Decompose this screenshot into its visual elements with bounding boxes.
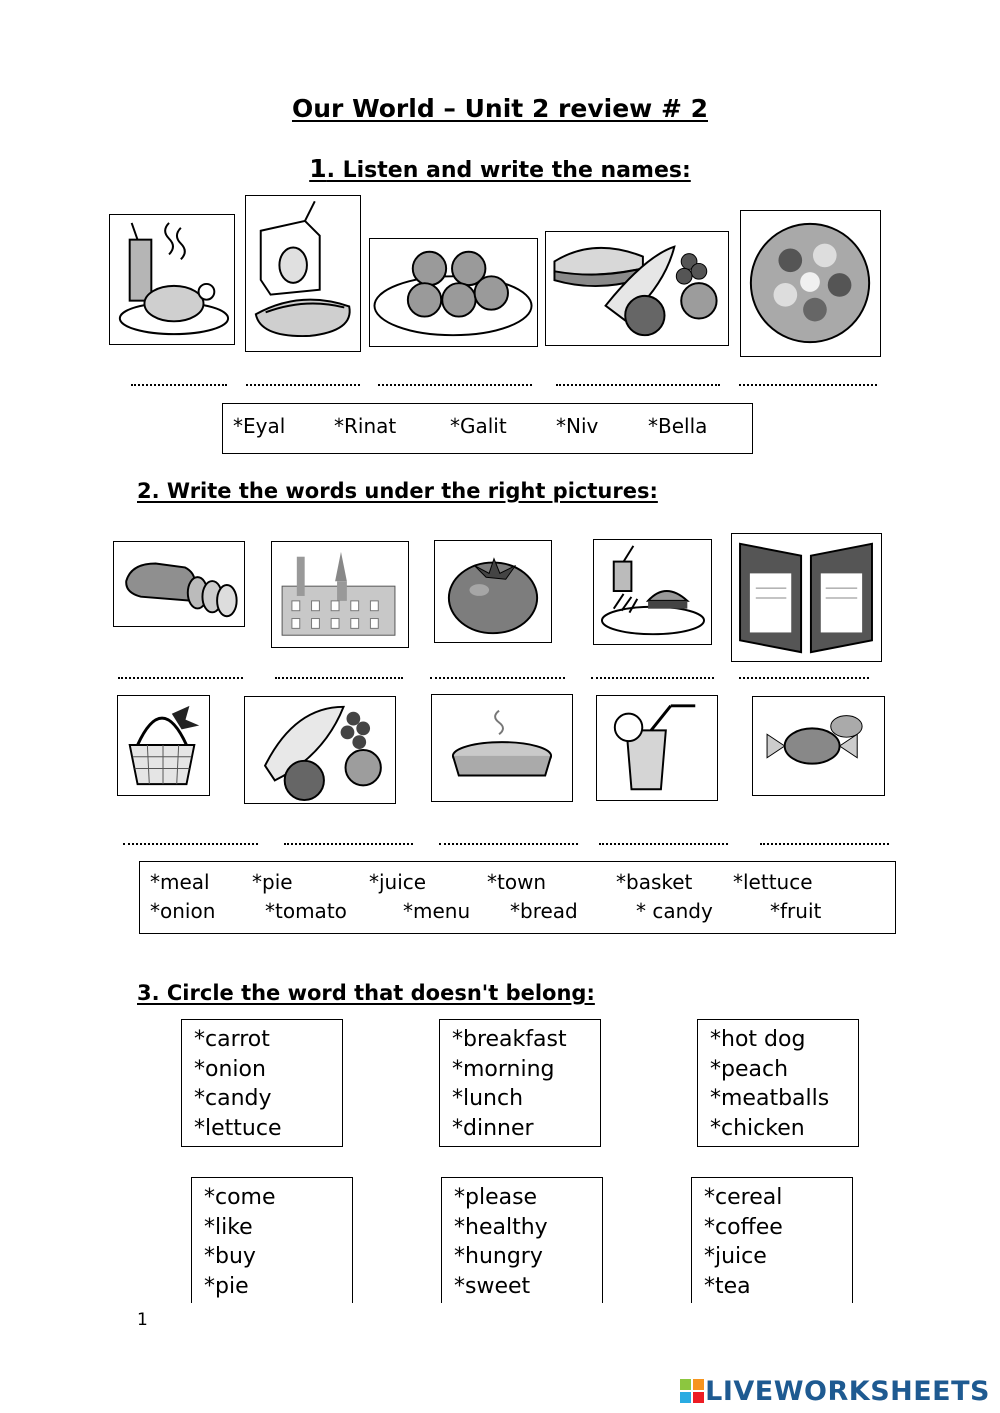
group-word[interactable]: *healthy	[454, 1214, 548, 1240]
juice-icon	[596, 695, 718, 801]
word-option: *onion	[150, 899, 216, 923]
answer-line[interactable]	[739, 677, 869, 679]
group-word[interactable]: *sweet	[454, 1273, 531, 1299]
word-option: *lettuce	[733, 870, 813, 894]
tomato-icon	[434, 540, 552, 643]
word-group	[697, 1019, 859, 1147]
word-group	[441, 1177, 603, 1303]
liveworksheets-logo[interactable]	[679, 1376, 990, 1406]
candy-icon	[752, 696, 885, 796]
group-word[interactable]: *cereal	[704, 1185, 783, 1210]
group-word[interactable]: *hungry	[454, 1244, 543, 1269]
names-bank	[222, 403, 753, 454]
answer-line[interactable]	[556, 384, 720, 386]
word-group	[181, 1019, 343, 1147]
word-group	[439, 1019, 601, 1147]
group-word[interactable]: *candy	[194, 1086, 272, 1111]
group-word[interactable]: *lettuce	[194, 1115, 282, 1141]
group-word[interactable]: *please	[454, 1185, 538, 1210]
page-title: Our World – Unit 2 review # 2	[291, 94, 708, 123]
pie-icon	[431, 694, 573, 802]
word-option: *basket	[616, 870, 693, 894]
answer-line[interactable]	[284, 843, 413, 845]
answer-line[interactable]	[378, 384, 532, 386]
word-option: *meal	[150, 870, 210, 894]
group-word[interactable]: *tea	[704, 1273, 751, 1299]
answer-line[interactable]	[430, 677, 565, 679]
town-icon	[271, 541, 409, 648]
word-option: *town	[487, 870, 547, 894]
word-option: *bread	[510, 899, 578, 923]
word-bank	[139, 861, 896, 934]
word-group	[691, 1177, 853, 1303]
group-word[interactable]: *breakfast	[452, 1027, 567, 1052]
vegetable-platter-icon	[740, 210, 881, 357]
group-word[interactable]: *buy	[204, 1244, 256, 1269]
section-1-number: 1	[309, 154, 327, 183]
answer-line[interactable]	[275, 677, 403, 679]
basket-icon	[117, 695, 210, 796]
liveworksheets-logo-icon	[679, 1378, 705, 1404]
liveworksheets-brand: LIVEWORKSHEETS	[705, 1375, 990, 1407]
answer-line[interactable]	[246, 384, 360, 386]
group-word[interactable]: *chicken	[710, 1115, 805, 1141]
name-option: *Rinat	[334, 414, 397, 438]
name-option: *Eyal	[233, 414, 286, 438]
group-word[interactable]: *carrot	[194, 1027, 270, 1052]
juice-box-and-hot-dog-icon	[245, 195, 361, 352]
group-word[interactable]: *onion	[194, 1056, 266, 1082]
answer-line[interactable]	[131, 384, 227, 386]
word-option: *juice	[369, 870, 427, 894]
section-2-heading: 2. Write the words under the right pictures:	[137, 479, 658, 503]
name-option: *Niv	[556, 414, 599, 438]
meatballs-plate-icon	[369, 238, 538, 347]
sandwich-and-fruit-icon	[545, 231, 729, 346]
word-option: * candy	[636, 899, 713, 923]
section-1-heading	[0, 154, 1000, 183]
group-word[interactable]: *like	[204, 1214, 253, 1240]
answer-line[interactable]	[591, 677, 714, 679]
answer-line[interactable]	[439, 843, 578, 845]
answer-line[interactable]	[118, 677, 243, 679]
group-word[interactable]: *peach	[710, 1056, 789, 1082]
section-1-heading-text: . Listen and write the names:	[326, 158, 691, 183]
group-word[interactable]: *lunch	[452, 1086, 524, 1111]
word-option: *tomato	[265, 899, 347, 923]
group-word[interactable]: *coffee	[704, 1214, 783, 1240]
group-word[interactable]: *meatballs	[710, 1086, 830, 1111]
section-3-heading: 3. Circle the word that doesn't belong:	[137, 981, 595, 1005]
group-word[interactable]: *hot dog	[710, 1027, 806, 1052]
group-word[interactable]: *come	[204, 1185, 276, 1210]
name-option: *Galit	[450, 414, 507, 438]
menu-icon	[731, 533, 882, 662]
group-word[interactable]: *juice	[704, 1244, 767, 1269]
group-word[interactable]: *pie	[204, 1273, 249, 1299]
word-option: *menu	[403, 899, 471, 923]
answer-line[interactable]	[739, 384, 877, 386]
page-number: 1	[137, 1310, 148, 1330]
group-word[interactable]: *dinner	[452, 1115, 534, 1141]
answer-line[interactable]	[760, 843, 889, 845]
drink-and-chicken-icon	[109, 214, 235, 345]
word-option: *pie	[252, 870, 293, 894]
name-option: *Bella	[648, 414, 708, 438]
word-option: *fruit	[770, 899, 822, 923]
answer-line[interactable]	[599, 843, 728, 845]
meal-icon	[593, 539, 712, 645]
word-group	[191, 1177, 353, 1303]
answer-line[interactable]	[123, 843, 258, 845]
fruit-icon	[244, 696, 396, 804]
bread-icon	[113, 541, 245, 627]
group-word[interactable]: *morning	[452, 1056, 555, 1082]
